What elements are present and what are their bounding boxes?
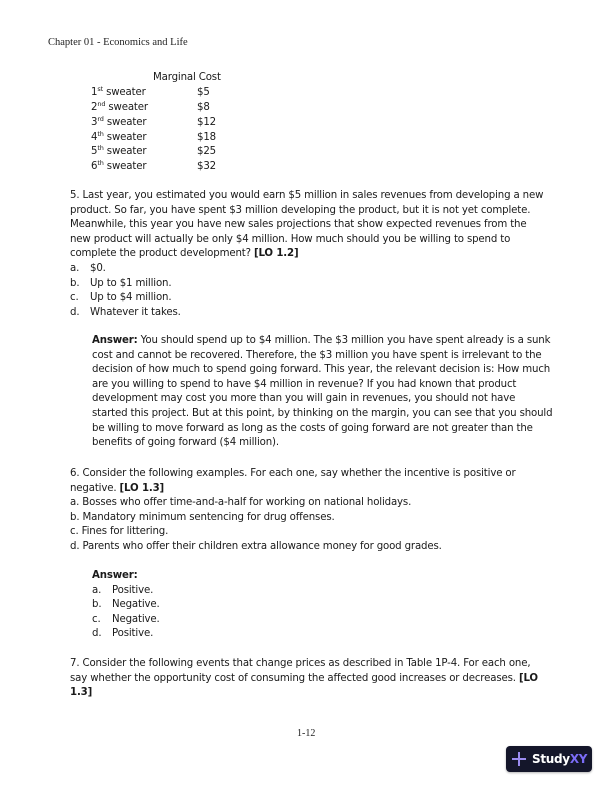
answer-label: Answer:	[92, 570, 138, 581]
option-d: d. Whatever it takes.	[70, 306, 181, 318]
option-c: c. Up to $4 million.	[70, 292, 172, 304]
question-text: Meanwhile, this year you have new sales projections that show expected revenues from the	[70, 219, 527, 231]
cost-value: $18	[197, 132, 216, 143]
cost-value: $32	[197, 161, 216, 172]
question-text: new product will actually be only $4 million. How much should you be willing to spend to	[70, 233, 511, 245]
example-item: a. Bosses who offer time-and-a-half for working on national holidays.	[70, 497, 412, 509]
cost-value: $12	[197, 117, 216, 128]
cost-value: $8	[197, 102, 210, 113]
answer-item: a. Positive.	[92, 584, 154, 596]
question-text: complete the product development?	[70, 248, 254, 260]
answer-5: Answer: You should spend up to $4 million. The $3 million you have spent already is a sunk cost and cannot be recovered. Therefore, the $3 million you have spent is irrelevant to the decision of how much to spend going forward. This year, the relevant decision is: How much are you willing to spend to have $4 million in revenue? If you had known that product development may cost you more than you will gain in revenues, you should not have started this project. But at this point, by thinking on the margin, you can see that you should be willing to move forward as long as the costs of going forward are not greater than the benefits of going forward ($4 million).	[92, 335, 553, 449]
question-5	[70, 189, 570, 320]
studyxy-badge[interactable]	[506, 746, 592, 772]
question-text: negative.	[70, 482, 120, 494]
option-b: b. Up to $1 million.	[70, 277, 172, 289]
learning-objective-tag: [LO 1.3]	[119, 482, 165, 494]
example-item: b. Mandatory minimum sentencing for drug offenses.	[70, 511, 335, 523]
answer-label: Answer:	[92, 335, 138, 346]
question-6	[70, 467, 570, 555]
plus-icon	[512, 752, 526, 766]
answer-item: d. Positive.	[92, 628, 154, 640]
question-text: 7. Consider the following events that change prices as described in Table 1P-4. For each one,	[70, 658, 531, 669]
learning-objective-tag: [LO 1.2]	[253, 248, 299, 260]
question-text: 6. Consider the following examples. For each one, say whether the incentive is positive or	[70, 468, 516, 479]
question-text: say whether the opportunity cost of consuming the affected good increases or decreases.	[70, 672, 519, 684]
answer-6	[92, 569, 572, 642]
brand-logo-text: StudyXY	[532, 752, 588, 766]
chapter-header: Chapter 01 - Economics and Life	[48, 37, 188, 48]
column-header-marginal-cost: Marginal Cost	[153, 72, 221, 83]
page-number: 1-12	[297, 728, 316, 739]
question-7	[70, 657, 570, 701]
question-text: product. So far, you have spent $3 million developing the product, but it is not yet complete.	[70, 204, 531, 216]
answer-item: b. Negative.	[92, 599, 160, 611]
question-text: 5. Last year, you estimated you would earn $5 million in sales revenues from developing a new	[70, 190, 544, 201]
cost-value: $5	[197, 87, 210, 98]
answer-item: c. Negative.	[92, 613, 160, 625]
option-a: a. $0.	[70, 262, 106, 274]
example-item: d. Parents who offer their children extra allowance money for good grades.	[70, 540, 442, 552]
cost-value: $25	[197, 146, 216, 157]
learning-objective-tag: [LO	[518, 672, 538, 684]
learning-objective-tag: 1.3]	[70, 687, 93, 699]
example-item: c. Fines for littering.	[70, 526, 169, 538]
